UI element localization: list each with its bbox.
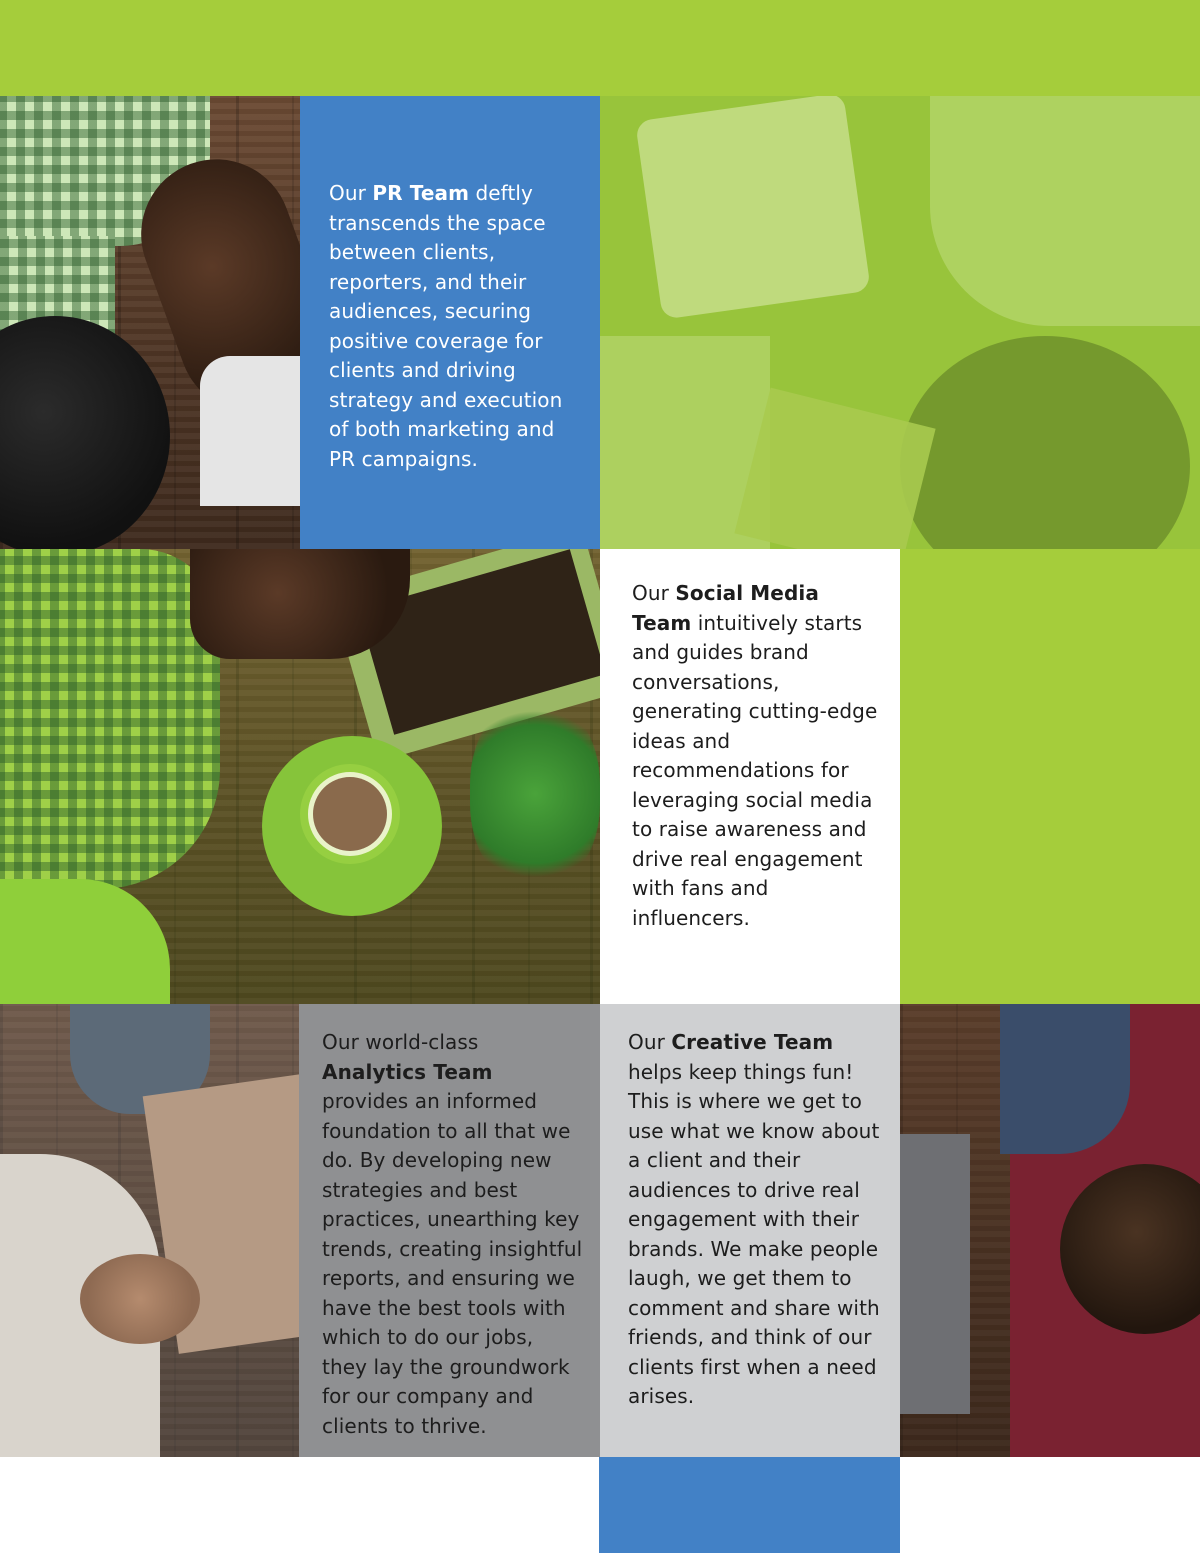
social-media-team-panel (600, 549, 900, 1004)
head-shape (900, 336, 1190, 549)
creative-team-panel (600, 1004, 900, 1457)
social-team-name: Social Media Team (632, 581, 819, 635)
photo-top-right-green (600, 96, 1200, 549)
top-accent-bar (0, 0, 1200, 96)
hand-shape (80, 1254, 200, 1344)
photo-top-left (0, 96, 300, 549)
pr-team-panel (300, 96, 600, 549)
creative-team-description (628, 1028, 890, 1412)
tablet-shape (635, 96, 871, 320)
social-team-body: intuitively starts and guides brand conversations, generating cutting-edge ideas and recommendations for leveraging social media to raise awareness and drive real engagement with fans and influencers. (632, 610, 878, 930)
notebook-shape (734, 388, 935, 549)
gingham-shirt-shape (0, 549, 220, 889)
social-media-team-description (632, 579, 882, 933)
creative-team-name: Creative Team (671, 1030, 834, 1054)
analytics-team-lead: Our world-class (322, 1030, 479, 1054)
photo-bottom-right (900, 1004, 1200, 1457)
pr-team-body: deftly transcends the space between clients, reporters, and their audiences, securing positive coverage for clients and driving strategy and execution of both marketing and PR campaigns. (329, 181, 563, 471)
jeans-shape (1000, 1004, 1130, 1154)
analytics-team-description (322, 1028, 584, 1441)
head-shape (0, 316, 170, 549)
shirt-shape (930, 96, 1200, 326)
hand-shape (190, 549, 410, 659)
green-accent-block (900, 549, 1200, 1004)
pr-team-description (329, 179, 579, 474)
social-team-lead: Our (632, 581, 676, 605)
analytics-team-name: Analytics Team (322, 1059, 493, 1084)
creative-team-lead: Our (628, 1030, 672, 1054)
analytics-team-body: provides an informed foundation to all that we do. By developing new strategies and best practices, unearthing key trends, creating insightful reports, and ensuring we have the best tools with which to do our jobs, they lay the groundwork for our company and clients to thrive. (322, 1089, 583, 1438)
coffee-shape (313, 777, 387, 851)
analytics-team-panel (299, 1004, 600, 1457)
photo-middle-left (0, 549, 600, 1004)
photo-bottom-left (0, 1004, 300, 1457)
pr-team-lead: Our (329, 181, 373, 205)
plant-shape (470, 699, 600, 889)
laptop-corner (200, 356, 300, 506)
creative-team-body: helps keep things fun! This is where we get to use what we know about a client and their audiences to drive real engagement with their brands. We make people laugh, we get them to comment and share with friends, and think of our clients first when a need arises. (628, 1059, 880, 1408)
pr-team-name: PR Team (372, 181, 470, 205)
laptop-shape (900, 1134, 970, 1414)
bottom-blue-accent (599, 1457, 900, 1553)
